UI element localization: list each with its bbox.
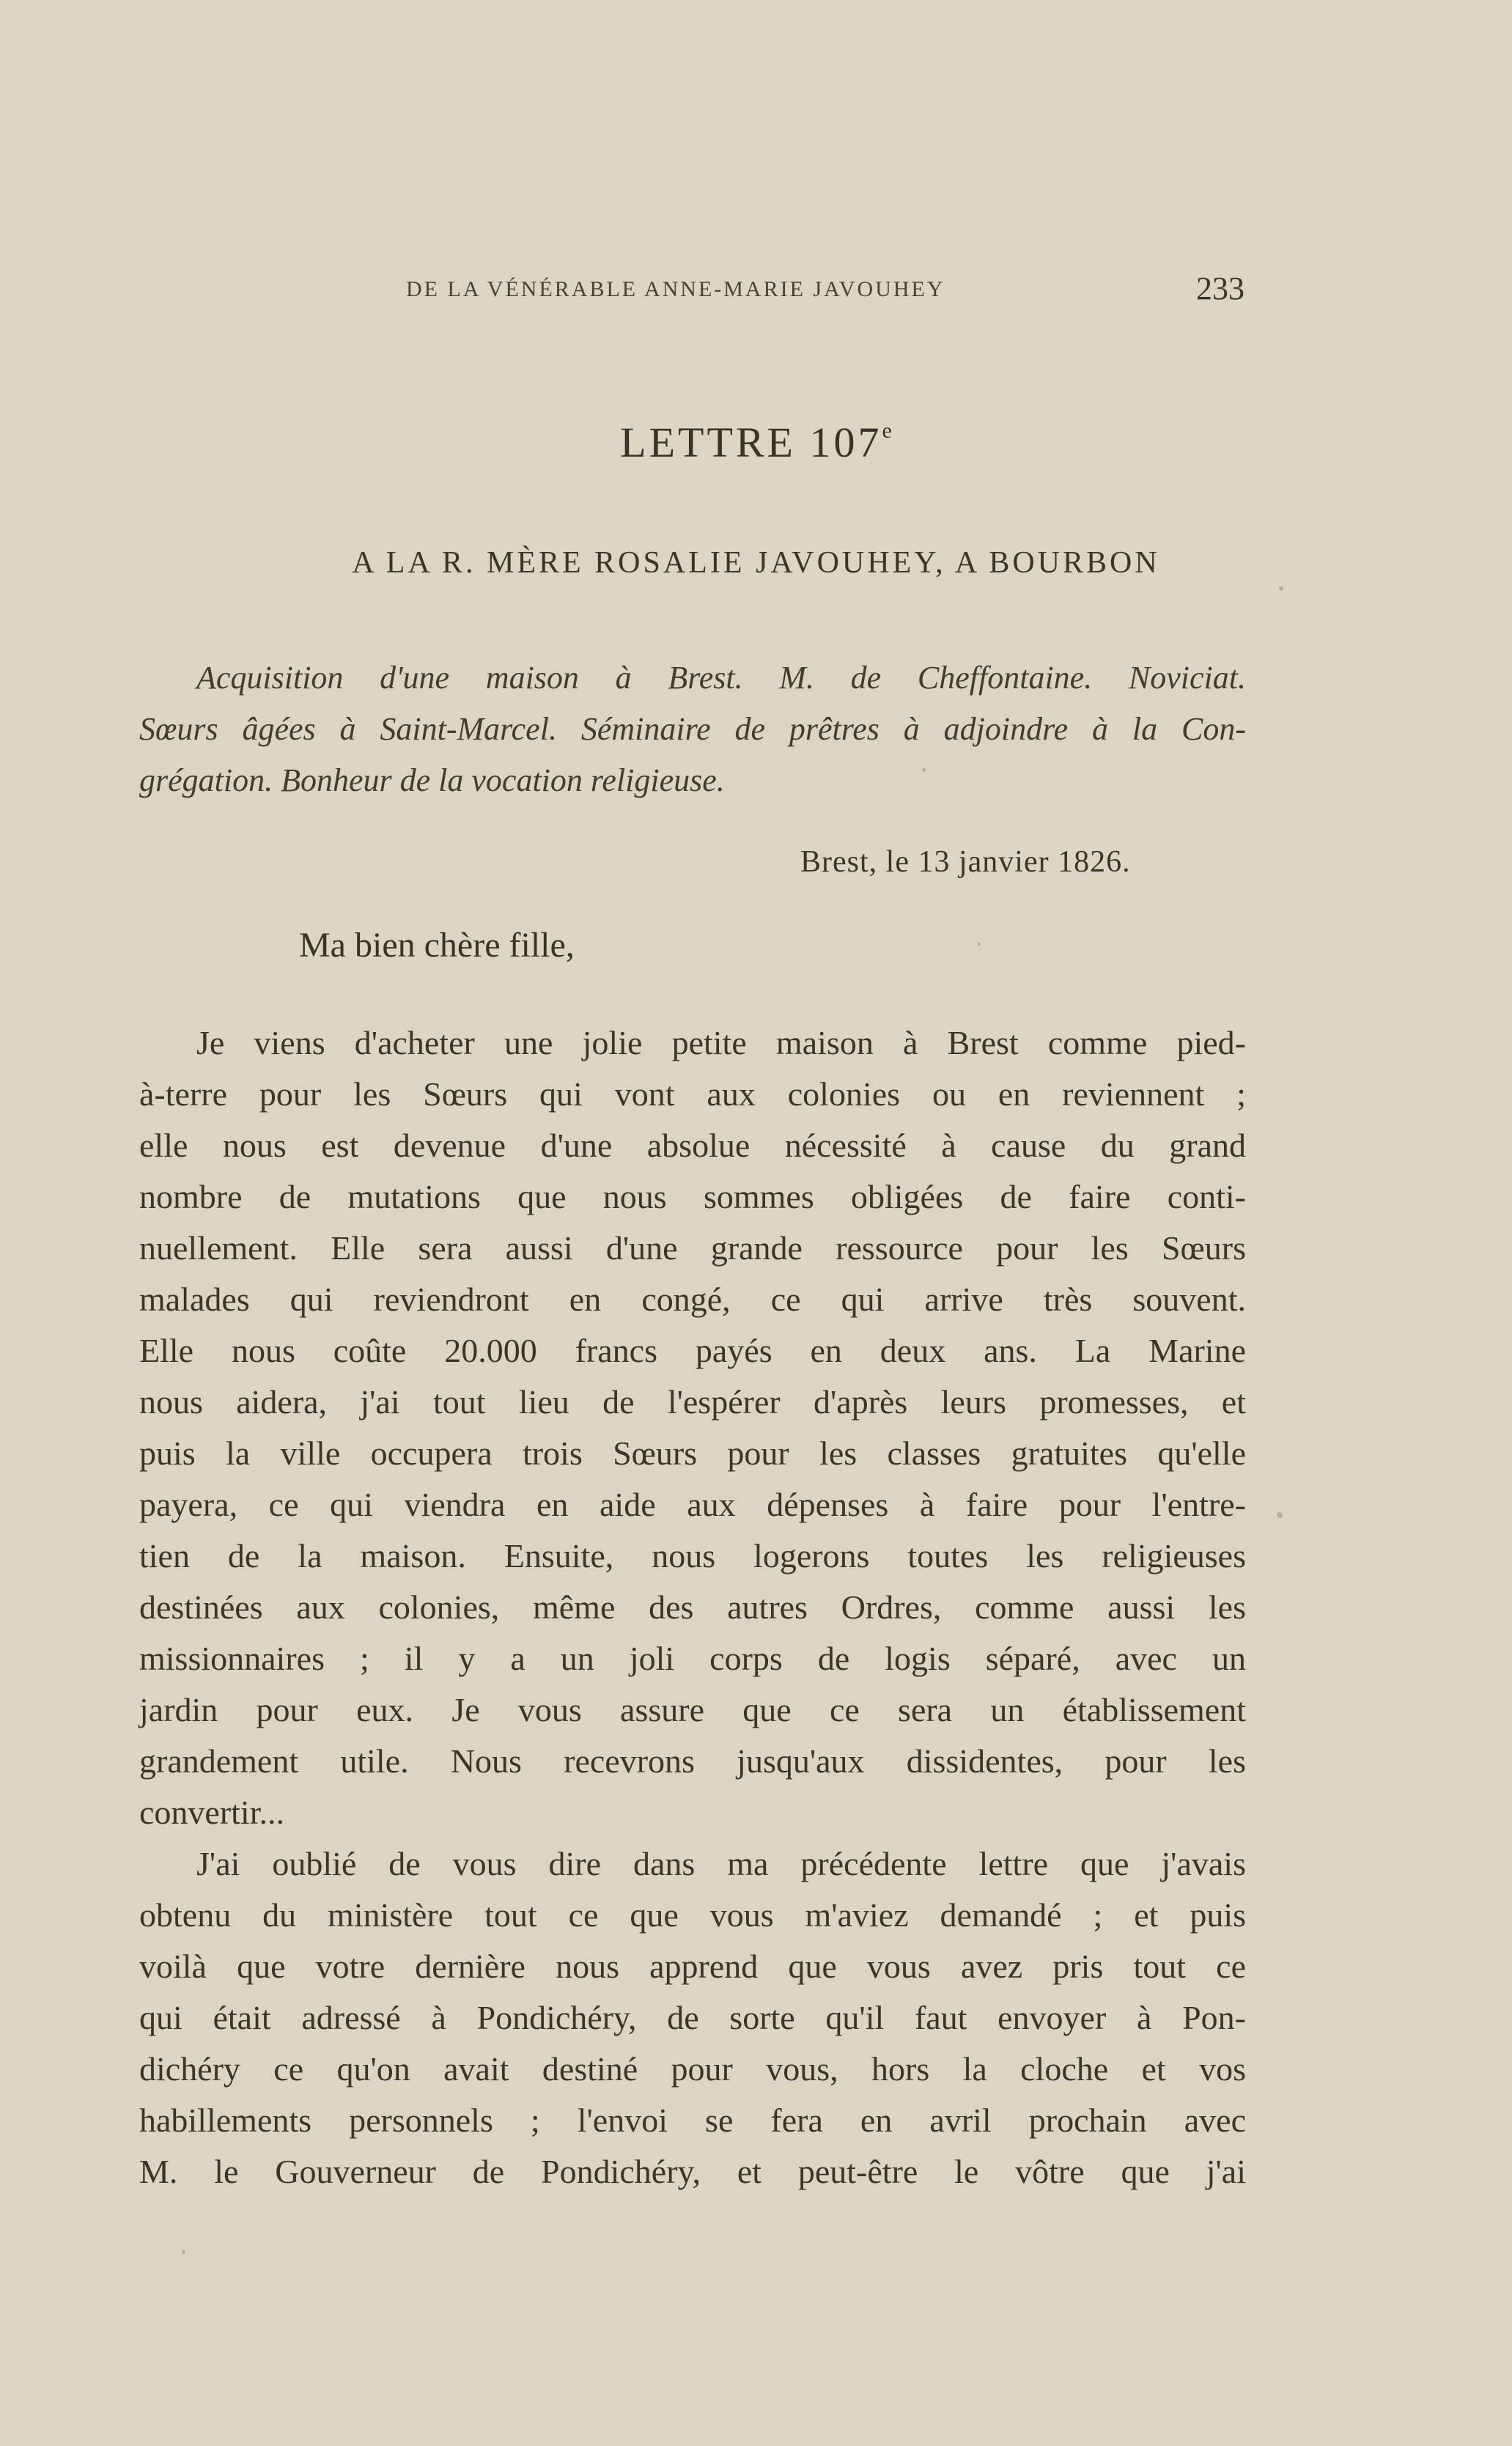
body-line: nous aidera, j'ai tout lieu de l'espérer d'après leurs promesses, et (139, 1383, 1246, 1421)
paper-speck (1277, 1512, 1283, 1518)
body-line: Elle nous coûte 20.000 francs payés en deux ans. La Marine (139, 1332, 1246, 1369)
dateline: Brest, le 13 janvier 1826. (800, 845, 1131, 879)
body-line: missionnaires ; il y a un joli corps de logis séparé, avec un (139, 1640, 1246, 1677)
body-line: dichéry ce qu'on avait destiné pour vous, hors la cloche et vos (139, 2050, 1246, 2088)
body-line: grandement utile. Nous recevrons jusqu'aux dissidentes, pour les (139, 1742, 1246, 1780)
summary-line: grégation. Bonheur de la vocation religieuse. (139, 762, 725, 798)
body-line: convertir... (139, 1794, 284, 1831)
body-line: obtenu du ministère tout ce que vous m'aviez demandé ; et puis (139, 1896, 1246, 1934)
paper-speck (922, 768, 926, 772)
letter-title-text: LETTRE 107 (620, 419, 882, 466)
paper-speck (1279, 586, 1283, 591)
body-line: elle nous est devenue d'une absolue nécessité à cause du grand (139, 1127, 1246, 1164)
body-line: jardin pour eux. Je vous assure que ce sera un établissement (139, 1691, 1246, 1728)
paper-speck (978, 943, 981, 946)
letter-title-suffix: e (882, 419, 892, 443)
letter-title (0, 418, 1512, 467)
letter-recipient: A LA R. MÈRE ROSALIE JAVOUHEY, A BOURBON (352, 546, 1160, 580)
body-line: tien de la maison. Ensuite, nous logerons toutes les religieuses (139, 1537, 1246, 1574)
body-line: qui était adressé à Pondichéry, de sorte qu'il faut envoyer à Pon- (139, 1999, 1246, 2036)
body-line: à-terre pour les Sœurs qui vont aux colonies ou en reviennent ; (139, 1075, 1246, 1113)
page-number: 233 (1196, 270, 1244, 306)
salutation: Ma bien chère fille, (299, 926, 575, 965)
body-line: destinées aux colonies, même des autres Ordres, comme aussi les (139, 1588, 1246, 1626)
summary-line: Acquisition d'une maison à Brest. M. de Cheffontaine. Noviciat. (196, 660, 1246, 696)
body-line: Je viens d'acheter une jolie petite maison à Brest comme pied- (196, 1024, 1246, 1061)
body-line: nuellement. Elle sera aussi d'une grande ressource pour les Sœurs (139, 1229, 1246, 1267)
running-header (139, 270, 1244, 306)
body-line: payera, ce qui viendra en aide aux dépenses à faire pour l'entre- (139, 1486, 1246, 1523)
body-line: J'ai oublié de vous dire dans ma précédente lettre que j'avais (196, 1845, 1246, 1882)
body-line: nombre de mutations que nous sommes obligées de faire conti- (139, 1178, 1246, 1215)
paper-speck (182, 2250, 185, 2254)
body-line: M. le Gouverneur de Pondichéry, et peut-être le vôtre que j'ai (139, 2153, 1246, 2190)
body-line: puis la ville occupera trois Sœurs pour les classes gratuites qu'elle (139, 1434, 1246, 1472)
summary-line: Sœurs âgées à Saint-Marcel. Séminaire de prêtres à adjoindre à la Con- (139, 711, 1246, 747)
letter-summary (139, 652, 1246, 806)
body-line: voilà que votre dernière nous apprend que vous avez pris tout ce (139, 1948, 1246, 1985)
body-line: malades qui reviendront en congé, ce qui arrive très souvent. (139, 1281, 1246, 1318)
body-line: habillements personnels ; l'envoi se fera en avril prochain avec (139, 2101, 1246, 2139)
running-title: DE LA VÉNÉRABLE ANNE-MARIE JAVOUHEY (406, 277, 945, 301)
letter-body (139, 1017, 1246, 2198)
